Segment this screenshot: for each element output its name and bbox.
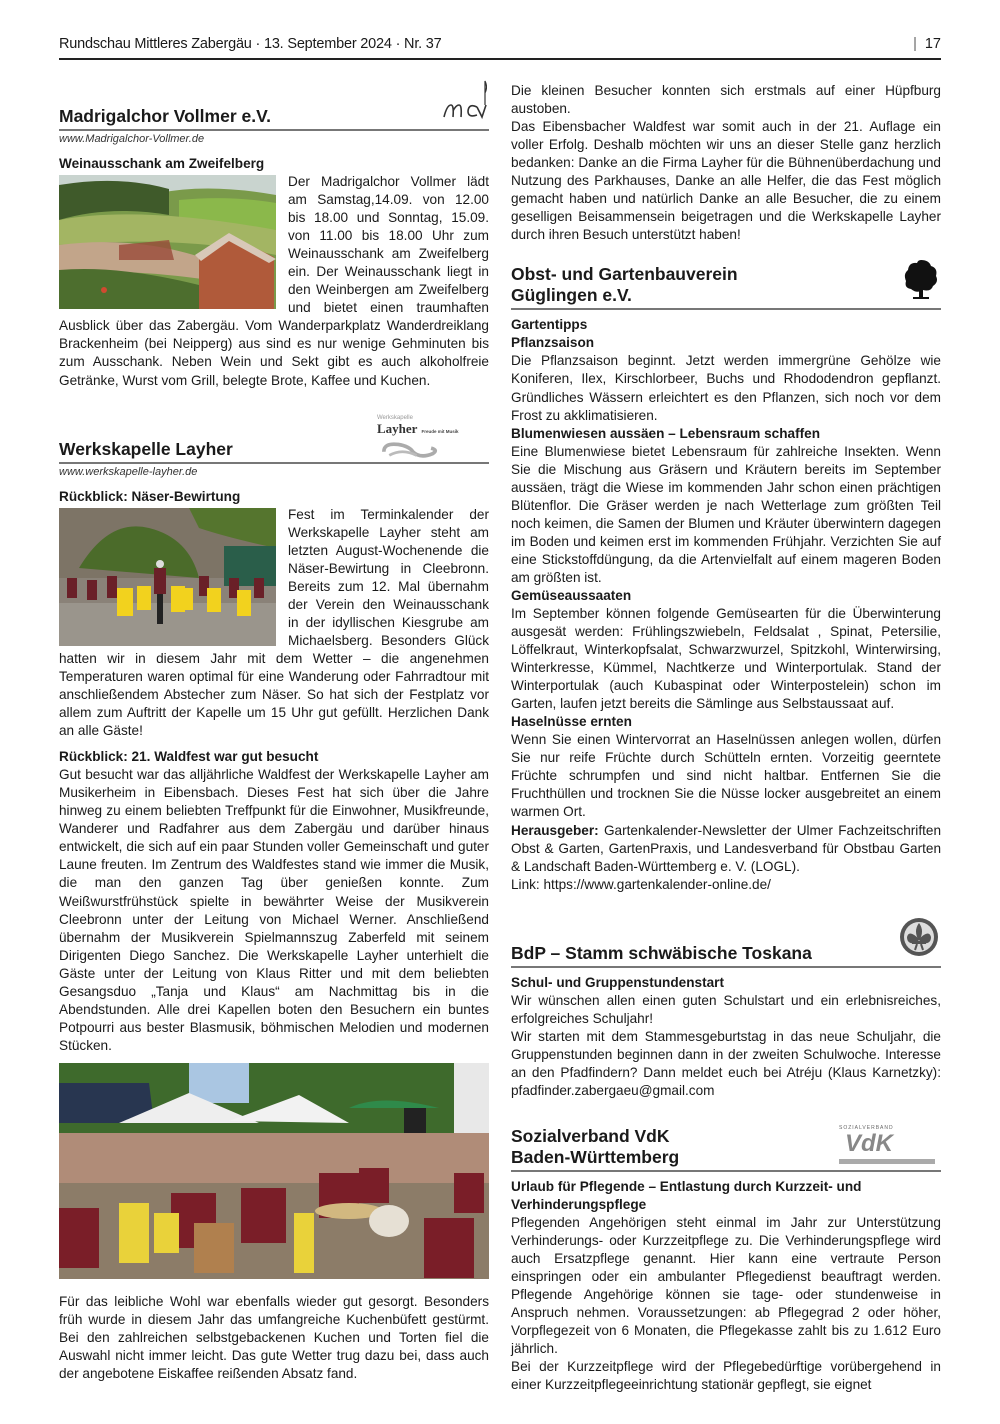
title-line-1: Sozialverband VdK — [511, 1125, 670, 1146]
mcv-logo-icon — [441, 77, 487, 126]
logo-tagline: Freude mit Musik — [421, 428, 459, 434]
article-vdk — [511, 1124, 941, 1394]
section-header — [511, 1124, 941, 1172]
article-subheading: Rückblick: Näser-Bewirtung — [59, 488, 241, 504]
article-heading: Gartentipps — [511, 317, 588, 333]
page-header — [59, 36, 941, 60]
title-line-2: Güglingen e.V. — [511, 285, 632, 306]
title-line-2: Baden-Württemberg — [511, 1146, 680, 1167]
vineyard-photo — [59, 175, 276, 309]
right-column — [511, 82, 941, 1394]
article-body-continued: Die kleinen Besucher konnten sich erstmals auf einer Hüpfburg austoben. — [511, 83, 941, 117]
tip-heading: Pflanzsaison — [511, 335, 595, 351]
section-url[interactable]: www.Madrigalchor-Vollmer.de — [59, 133, 205, 145]
page-number-box: | 17 — [913, 36, 941, 52]
article-body: Der Madrigalchor Vollmer lädt am Samstag,14.09. von 12.00 bis 18.00 und Sonntag, 15.09. von 11.00 bis 18.00 Uhr zum Weinausschank am Zweifelberg ein. Der Weinausschank liegt in den Weinbergen am Zweifelberg und bietet einen traumhaften Ausblick über das Zabergäu. Vom Wanderparkplatz Wanderdreiklang Brackenheim (bei Neipperg) aus sind es nur wenige Gehminuten bis zum Ausschank. Neben Wein und Sekt gibt es auch alkoholfreie Getränke, Wurst vom Grill, belegte Brote, Kaffee und Kuchen. — [59, 174, 489, 388]
section-title — [511, 264, 738, 306]
section-title — [511, 1126, 679, 1168]
section-header — [511, 920, 941, 968]
section-title: Werkskapelle Layher — [59, 438, 233, 459]
vdk-logo-icon — [839, 1125, 939, 1167]
logo-bar — [839, 1159, 935, 1164]
tip-body: Eine Blumenwiese bietet Lebensraum für zahlreiche Insekten. Wenn Sie die Mischung aus Gräsern und Kräutern bereits im September aussäen, trägt die Wiese im kommenden Jahr schon einen prächtigen Blütenflor. Die Gräser werden je nach Wetterlage zum größten Teil noch keimen, die Samen der Blumen und Kräuter überwintern dagegen im Boden und keimen erst im kommenden Frühjahr. Verzichten Sie auf eine Stickstoffdüngung, da die Artenvielfalt auf einem mageren Boden am größten ist. — [511, 443, 941, 585]
tip-body: Im September können folgende Gemüsearten für die Überwinterung ausgesät werden: Frühlingszwiebeln, Feldsalat , Spinat, Petersilie, Löffelkraut, Winterkopfsalat, Schwarzwurzel, Spitzkohl, Winterwirsing, Winterkresse, Kümmel, Nachtkerze und Winterportulak. Stand der Winterportulak (auch Kubaspinat oder Winterpostelein) schon im Garten, laufen jetzt bereits die Sämlinge aus Selbstaussaat auf. — [511, 605, 941, 712]
article-bdp — [511, 920, 941, 1100]
article-body: Bei der Kurzzeitpflege wird der Pflegebedürftige vorübergehend in einer Kurzzeitpflegeeinrichtung stationär gepflegt, sie eignet — [511, 1359, 941, 1393]
logo-brand-text: VdK — [845, 1129, 893, 1157]
section-header — [511, 262, 941, 310]
article-subheading: Schul- und Gruppenstundenstart — [511, 974, 724, 990]
tip-heading: Haselnüsse ernten — [511, 714, 632, 730]
tip-body: Die Pflanzsaison beginnt. Jetzt werden immergrüne Gehölze wie Koniferen, Ilex, Kirschlorbeer, Buchs und Rhododendron gepflanzt. Gründliches Wässern erleichtert es den Pflanzen, sich noch vor dem Frost zu akklimatisieren. — [511, 353, 941, 423]
layher-logo-icon — [377, 415, 487, 459]
section-header — [59, 414, 489, 464]
section-title: Madrigalchor Vollmer e.V. — [59, 106, 272, 126]
article-body: Wir wünschen allen einen guten Schulstart und ein erlebnisreiches, erfolgreiches Schuljahr! — [511, 992, 941, 1026]
band-kiesgrube-photo — [59, 508, 276, 646]
section-header — [59, 78, 489, 131]
publisher-link[interactable]: Link: https://www.gartenkalender-online.de/ — [511, 876, 771, 892]
publisher-text: Gartenkalender-Newsletter der Ulmer Fachzeitschriften Obst & Garten, GartenPraxis, und Landesverband für Obstbau Garten & Landschaft Baden-Württemberg e. V. (LOGL). — [511, 822, 942, 874]
article-body: Gut besucht war das alljährliche Waldfest der Werkskapelle Layher am Musikerheim in Eibensbach. Dieses Fest hat sich über die Jahre hinweg zu einem beliebten Treffpunkt für die Einwohner, Musikfreunde, Wanderer und Radfahrer aus dem Zabergäu und darüber hinaus entwickelt, die sich auf ein paar Stunden voller Gemeinschaft und guter Laune freuten. Im Zentrum des Waldfestes stand wie immer die Musik, die man den ganzen Tag über genießen konnte. Zum Weißwurstfrühstück spielte in bewährter Weise der Musikverein Cleebronn unter der Leitung von Michael Werner. Anschließend übernahm der Musikverein Spielmannszug Zaberfeld mit seinem Dirigenten Diego Sanchez. Die Werkskapelle Layher unterhielt die Gäste unter der Leitung von Klaus Ritter und mit dem beliebten Gesangsduo „Tanja und Klaus“ am Nachmittag bis in die Abendstunden. Alle drei Kapellen boten den Besuchern ein buntes Potpourri aus bester Blasmusik, böhmischen Melodien und modernen Stücken. — [59, 767, 489, 1053]
article-werkskapelle — [59, 414, 489, 1384]
article-madrigalchor — [59, 78, 489, 390]
article-obst-gartenbau — [511, 262, 941, 893]
logo-brand-text: Layher — [377, 420, 418, 436]
publication-info: Rundschau Mittleres Zabergäu · 13. September 2024 · Nr. 37 — [59, 36, 442, 52]
logo-swirl-icon — [377, 439, 447, 459]
article-subheading: Urlaub für Pflegende – Entlastung durch Kurzzeit- und Verhinderungspflege — [511, 1178, 862, 1212]
publisher-info — [511, 822, 941, 876]
publisher-label: Herausgeber: — [511, 822, 599, 838]
tip-heading: Gemüseaussaaten — [511, 587, 632, 603]
tree-icon — [903, 258, 939, 305]
logo-top-text: SOZIALVERBAND — [839, 1124, 894, 1131]
article-body: Wir starten mit dem Stammesgeburtstag in das neue Schuljahr, die Gruppenstunden beginnen dann in der zweiten Schulwoche. Interesse an den Pfadfindern? Dann meldet euch bei Atréju (Klaus Karnetzky): pfadfinder.zabergaeu@gmail.com — [511, 1028, 941, 1098]
article-body-continued: Das Eibensbacher Waldfest war somit auch in der 21. Auflage ein voller Erfolg. Deshalb möchten wir uns an dieser Stelle ganz herzlich bedanken: Danke an die Firma Layher für die Bühnenüberdachung und Nutzung des Parkhauses, Danke an alle Helfer, die das Fest möglich gemacht haben und natürlich Danke an alle Besucher, die zu einem geselligen Beisammensein beigetragen und die Werkskapelle Layher durch ihren Besuch unterstützt haben! — [511, 119, 941, 243]
scout-lily-icon — [899, 917, 939, 962]
left-column — [59, 78, 489, 1383]
logo-brand-row — [377, 422, 458, 439]
tip-heading: Blumenwiesen aussäen – Lebensraum schaffen — [511, 425, 820, 441]
article-body: Fest im Terminkalender der Werkskapelle Layher steht am letzten August-Wochenende die Näser-Bewirtung in Cleebronn. Bereits zum 12. Mal übernahm der Verein den Weinausschank in der idyllischen Kiesgrube am Michaelsberg. Besonders Glück hatten wir in diesem Jahr mit dem Wetter – die angenehmen Temperaturen waren optimal für eine Wanderung oder Fahrradtour mit anschließendem Abstecher zum Näser. So hat sich der Festplatz vor allem zum Auftritt der Kapelle um 15 Uhr gut gefüllt. Herzlichen Dank an alle Gäste! — [59, 506, 489, 739]
article-subheading: Rückblick: 21. Waldfest war gut besucht — [59, 749, 319, 765]
section-title: BdP – Stamm schwäbische Toskana — [511, 942, 812, 963]
tip-body: Wenn Sie einen Wintervorrat an Haselnüssen anlegen wollen, dürfen Sie nur reife Früchte durch Schütteln ernten. Vorzeitig geerntete Früchte schrumpfen und sind nicht haltbar. Entfernen Sie die Fruchthüllen und trocknen Sie die Nüsse locker ausgebreitet an einem warmen Ort. — [511, 732, 941, 820]
page-number: 17 — [924, 36, 941, 52]
waldfest-band-photo — [59, 1063, 489, 1279]
article-body: Pflegenden Angehörigen steht einmal im Jahr zur Unterstützung Verhinderungs- oder Kurzzeitpflege zu. Die Verhinderungspflege wird auch Ersatzpflege genannt. Hier kann eine vertraute Person einspringen oder ein ambulanter Pflegedienst beauftragt werden. Pflegende Angehörige können sie tage- oder stundenweise in Anspruch nehmen. Voraussetzungen: ab Pflegegrad 2 oder höher, Vorpflegezeit von 6 Monaten, die Pflegekasse zahlt bis zu 1.612 Euro jährlich. — [511, 1214, 941, 1357]
title-line-1: Obst- und Gartenbauverein — [511, 264, 738, 285]
logo-small-text: Werkskapelle — [377, 414, 413, 421]
section-url[interactable]: www.werkskapelle-layher.de — [59, 465, 198, 478]
article-subheading: Weinausschank am Zweifelberg — [59, 156, 265, 171]
article-body: Für das leibliche Wohl war ebenfalls wieder gut gesorgt. Besonders früh wurde in diesem Jahr das umfangreiche Kuchenbüfett gestürmt. Bei den zahlreichen selbstgebackenen Kuchen und Torten fiel die Auswahl nicht immer leicht. Das gute Wetter trug dazu bei, dass auch der angebotene Eiskaffee reißenden Absatz fand. — [59, 1293, 489, 1382]
